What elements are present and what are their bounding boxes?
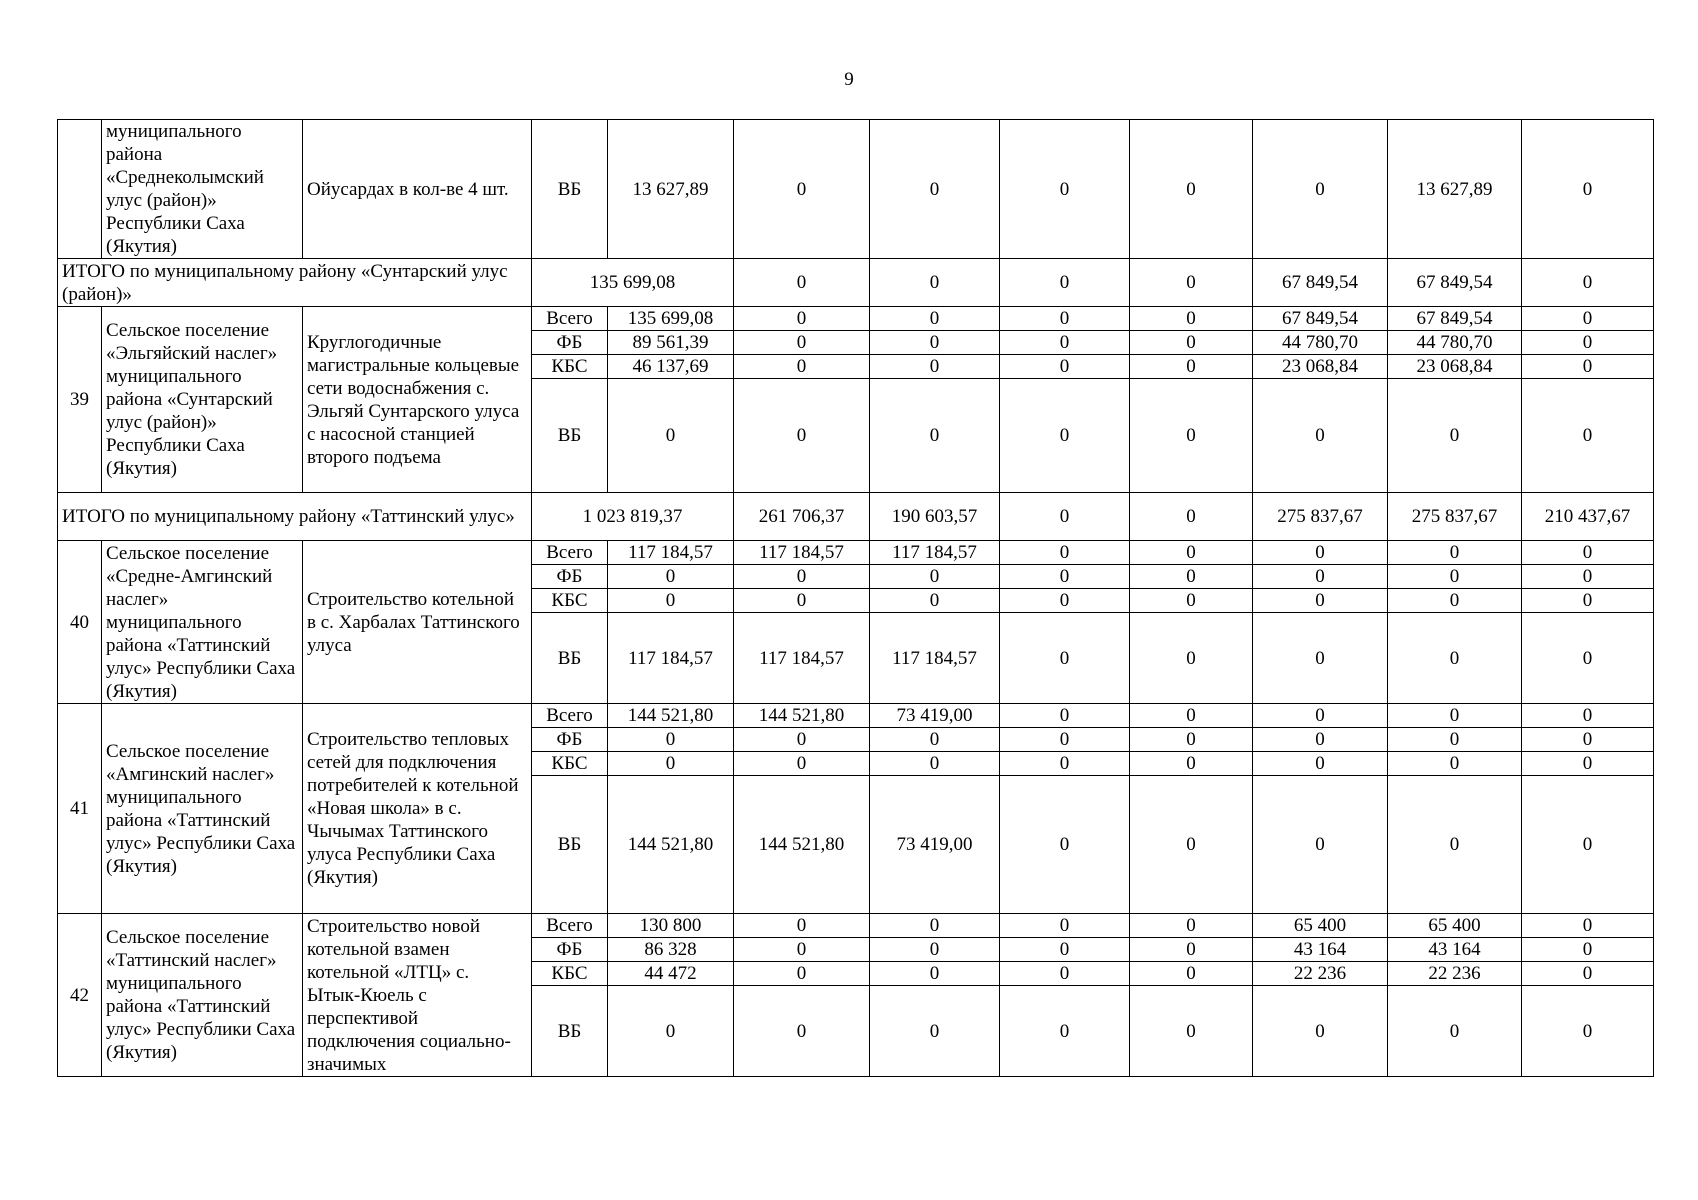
- value-cell: 0: [1000, 613, 1130, 704]
- value-cell: 0: [734, 986, 870, 1077]
- project-description: Строительство котельной в с. Харбалах Таттинского улуса: [303, 541, 532, 704]
- funding-source: ВБ: [532, 986, 608, 1077]
- value-cell: 0: [870, 355, 1000, 379]
- value-cell: 0: [1000, 728, 1130, 752]
- value-cell: 0: [1000, 962, 1130, 986]
- value-cell: 0: [1000, 776, 1130, 914]
- value-cell: 0: [734, 120, 870, 259]
- total-value-cell: 0: [1000, 259, 1130, 307]
- total-value-cell: 0: [1000, 493, 1130, 541]
- value-cell: 0: [1000, 704, 1130, 728]
- value-cell: 0: [734, 914, 870, 938]
- value-cell: 0: [870, 565, 1000, 589]
- value-cell: 23 068,84: [1388, 355, 1522, 379]
- municipality-name: Сельское поселение «Амгинский наслег» муниципального района «Таттинский улус» Республики Саха (Якутия): [102, 704, 303, 914]
- funding-source: ВБ: [532, 613, 608, 704]
- table-row: [58, 704, 1654, 728]
- value-cell: 67 849,54: [1388, 307, 1522, 331]
- total-value-cell: 275 837,67: [1253, 493, 1388, 541]
- municipality-name: Сельское поселение «Таттинский наслег» муниципального района «Таттинский улус» Республики Саха (Якутия): [102, 914, 303, 1077]
- value-cell: 86 328: [608, 938, 734, 962]
- value-cell: 0: [1522, 565, 1654, 589]
- funding-source: ФБ: [532, 331, 608, 355]
- value-cell: 0: [1000, 938, 1130, 962]
- value-cell: 117 184,57: [608, 541, 734, 565]
- value-cell: 43 164: [1388, 938, 1522, 962]
- funding-source: Всего: [532, 307, 608, 331]
- value-cell: 0: [1130, 728, 1253, 752]
- value-cell: 44 780,70: [1253, 331, 1388, 355]
- value-cell: 0: [608, 728, 734, 752]
- total-value-cell: 135 699,08: [532, 259, 734, 307]
- value-cell: 0: [1253, 565, 1388, 589]
- value-cell: 0: [1522, 331, 1654, 355]
- total-row: [58, 493, 1654, 541]
- funding-source: ФБ: [532, 728, 608, 752]
- value-cell: 0: [1522, 613, 1654, 704]
- value-cell: 0: [870, 962, 1000, 986]
- value-cell: 0: [1253, 776, 1388, 914]
- value-cell: 0: [1130, 704, 1253, 728]
- row-index: 40: [58, 541, 102, 704]
- funding-source: КБС: [532, 355, 608, 379]
- total-value-cell: 67 849,54: [1253, 259, 1388, 307]
- value-cell: 0: [1130, 962, 1253, 986]
- value-cell: 0: [608, 379, 734, 493]
- value-cell: 144 521,80: [734, 704, 870, 728]
- total-value-cell: 0: [870, 259, 1000, 307]
- value-cell: 0: [1130, 613, 1253, 704]
- value-cell: 0: [1000, 589, 1130, 613]
- value-cell: 0: [1522, 355, 1654, 379]
- total-value-cell: 190 603,57: [870, 493, 1000, 541]
- value-cell: 22 236: [1388, 962, 1522, 986]
- value-cell: 65 400: [1253, 914, 1388, 938]
- value-cell: 0: [1130, 565, 1253, 589]
- total-value-cell: 275 837,67: [1388, 493, 1522, 541]
- value-cell: 117 184,57: [734, 613, 870, 704]
- value-cell: 13 627,89: [1388, 120, 1522, 259]
- value-cell: 0: [734, 565, 870, 589]
- value-cell: 0: [1000, 379, 1130, 493]
- total-value-cell: 67 849,54: [1388, 259, 1522, 307]
- value-cell: 0: [870, 752, 1000, 776]
- row-index: [58, 120, 102, 259]
- value-cell: 0: [870, 379, 1000, 493]
- value-cell: 43 164: [1253, 938, 1388, 962]
- value-cell: 117 184,57: [870, 541, 1000, 565]
- value-cell: 0: [1388, 565, 1522, 589]
- row-index: 42: [58, 914, 102, 1077]
- municipality-name: Сельское поселение «Средне-Амгинский наслег» муниципального района «Таттинский улус» Республики Саха (Якутия): [102, 541, 303, 704]
- value-cell: 0: [1522, 986, 1654, 1077]
- funding-source: ВБ: [532, 776, 608, 914]
- page-number: 9: [844, 69, 854, 90]
- value-cell: 0: [1130, 541, 1253, 565]
- row-index: 39: [58, 307, 102, 493]
- value-cell: 0: [1000, 355, 1130, 379]
- value-cell: 135 699,08: [608, 307, 734, 331]
- value-cell: 0: [1000, 752, 1130, 776]
- value-cell: 0: [870, 120, 1000, 259]
- value-cell: 0: [1253, 728, 1388, 752]
- value-cell: 0: [734, 938, 870, 962]
- value-cell: 0: [1522, 307, 1654, 331]
- value-cell: 44 472: [608, 962, 734, 986]
- value-cell: 46 137,69: [608, 355, 734, 379]
- municipality-name: муниципального района «Среднеколымский улус (район)» Республики Саха (Якутия): [102, 120, 303, 259]
- value-cell: 117 184,57: [608, 613, 734, 704]
- value-cell: 73 419,00: [870, 776, 1000, 914]
- value-cell: 0: [1522, 938, 1654, 962]
- value-cell: 0: [1522, 752, 1654, 776]
- total-value-cell: 1 023 819,37: [532, 493, 734, 541]
- value-cell: 0: [608, 752, 734, 776]
- value-cell: 0: [734, 728, 870, 752]
- value-cell: 0: [870, 307, 1000, 331]
- value-cell: 0: [1130, 355, 1253, 379]
- value-cell: 65 400: [1388, 914, 1522, 938]
- value-cell: 13 627,89: [608, 120, 734, 259]
- value-cell: 0: [1000, 541, 1130, 565]
- value-cell: 0: [1253, 120, 1388, 259]
- value-cell: 0: [608, 565, 734, 589]
- value-cell: 0: [1253, 541, 1388, 565]
- funding-source: ФБ: [532, 565, 608, 589]
- value-cell: 0: [1000, 565, 1130, 589]
- total-value-cell: 210 437,67: [1522, 493, 1654, 541]
- value-cell: 0: [1522, 379, 1654, 493]
- funding-source: Всего: [532, 541, 608, 565]
- value-cell: 73 419,00: [870, 704, 1000, 728]
- value-cell: 0: [1388, 776, 1522, 914]
- project-description: Строительство новой котельной взамен котельной «ЛТЦ» с. Ытык-Кюель с перспективой подключения социально-значимых: [303, 914, 532, 1077]
- value-cell: 0: [870, 914, 1000, 938]
- funding-source: КБС: [532, 962, 608, 986]
- value-cell: 44 780,70: [1388, 331, 1522, 355]
- row-index: 41: [58, 704, 102, 914]
- funding-source: ВБ: [532, 120, 608, 259]
- value-cell: 0: [1253, 704, 1388, 728]
- value-cell: 67 849,54: [1253, 307, 1388, 331]
- table-row: [58, 307, 1654, 331]
- value-cell: 0: [1000, 986, 1130, 1077]
- value-cell: 0: [1253, 613, 1388, 704]
- value-cell: 0: [1000, 914, 1130, 938]
- funding-source: Всего: [532, 704, 608, 728]
- value-cell: 0: [1130, 379, 1253, 493]
- total-row: [58, 259, 1654, 307]
- value-cell: 0: [870, 331, 1000, 355]
- value-cell: 0: [1253, 589, 1388, 613]
- value-cell: 0: [1522, 120, 1654, 259]
- value-cell: 0: [1522, 728, 1654, 752]
- value-cell: 0: [1388, 728, 1522, 752]
- value-cell: 0: [1130, 752, 1253, 776]
- value-cell: 23 068,84: [1253, 355, 1388, 379]
- project-description: Круглогодичные магистральные кольцевые сети водоснабжения с. Эльгяй Сунтарского улуса с насосной станцией второго подъема: [303, 307, 532, 493]
- value-cell: 0: [1522, 914, 1654, 938]
- value-cell: 0: [1388, 704, 1522, 728]
- total-value-cell: 0: [1130, 493, 1253, 541]
- value-cell: 0: [734, 355, 870, 379]
- total-label: ИТОГО по муниципальному району «Сунтарский улус (район)»: [58, 259, 532, 307]
- value-cell: 130 800: [608, 914, 734, 938]
- value-cell: 0: [1522, 776, 1654, 914]
- funding-source: КБС: [532, 752, 608, 776]
- total-value-cell: 261 706,37: [734, 493, 870, 541]
- value-cell: 0: [1000, 120, 1130, 259]
- value-cell: 0: [1522, 962, 1654, 986]
- total-value-cell: 0: [734, 259, 870, 307]
- value-cell: 0: [1253, 379, 1388, 493]
- value-cell: 117 184,57: [870, 613, 1000, 704]
- value-cell: 0: [734, 331, 870, 355]
- value-cell: 0: [870, 728, 1000, 752]
- value-cell: 0: [1130, 986, 1253, 1077]
- value-cell: 0: [1130, 914, 1253, 938]
- value-cell: 0: [1130, 331, 1253, 355]
- funding-source: Всего: [532, 914, 608, 938]
- project-description: Ойусардах в кол-ве 4 шт.: [303, 120, 532, 259]
- value-cell: 0: [1253, 752, 1388, 776]
- value-cell: 0: [734, 589, 870, 613]
- value-cell: 0: [1130, 589, 1253, 613]
- value-cell: 117 184,57: [734, 541, 870, 565]
- value-cell: 0: [1388, 752, 1522, 776]
- value-cell: 0: [1253, 986, 1388, 1077]
- value-cell: 0: [1130, 120, 1253, 259]
- table-row: [58, 120, 1654, 259]
- value-cell: 0: [734, 379, 870, 493]
- value-cell: 0: [1522, 589, 1654, 613]
- value-cell: 0: [1388, 613, 1522, 704]
- value-cell: 0: [870, 986, 1000, 1077]
- value-cell: 0: [1130, 938, 1253, 962]
- value-cell: 0: [1000, 307, 1130, 331]
- value-cell: 0: [734, 307, 870, 331]
- value-cell: 0: [1388, 986, 1522, 1077]
- financing-table: [57, 119, 1654, 1077]
- value-cell: 0: [608, 589, 734, 613]
- value-cell: 0: [1130, 776, 1253, 914]
- table-row: [58, 541, 1654, 565]
- value-cell: 0: [734, 962, 870, 986]
- value-cell: 89 561,39: [608, 331, 734, 355]
- value-cell: 144 521,80: [608, 776, 734, 914]
- funding-source: ВБ: [532, 379, 608, 493]
- value-cell: 0: [1388, 379, 1522, 493]
- table-row: [58, 914, 1654, 938]
- value-cell: 144 521,80: [608, 704, 734, 728]
- municipality-name: Сельское поселение «Эльгяйский наслег» муниципального района «Сунтарский улус (район)» Республики Саха (Якутия): [102, 307, 303, 493]
- project-description: Строительство тепловых сетей для подключения потребителей к котельной «Новая школа» в с. Чычымах Таттинского улуса Республики Саха (Якутия): [303, 704, 532, 914]
- value-cell: 0: [1522, 541, 1654, 565]
- value-cell: 0: [1388, 589, 1522, 613]
- value-cell: 0: [1388, 541, 1522, 565]
- total-value-cell: 0: [1130, 259, 1253, 307]
- value-cell: 22 236: [1253, 962, 1388, 986]
- value-cell: 0: [1522, 704, 1654, 728]
- funding-source: ФБ: [532, 938, 608, 962]
- value-cell: 144 521,80: [734, 776, 870, 914]
- value-cell: 0: [734, 752, 870, 776]
- value-cell: 0: [1000, 331, 1130, 355]
- funding-source: КБС: [532, 589, 608, 613]
- total-value-cell: 0: [1522, 259, 1654, 307]
- value-cell: 0: [870, 938, 1000, 962]
- value-cell: 0: [1130, 307, 1253, 331]
- total-label: ИТОГО по муниципальному району «Таттинский улус»: [58, 493, 532, 541]
- value-cell: 0: [870, 589, 1000, 613]
- value-cell: 0: [608, 986, 734, 1077]
